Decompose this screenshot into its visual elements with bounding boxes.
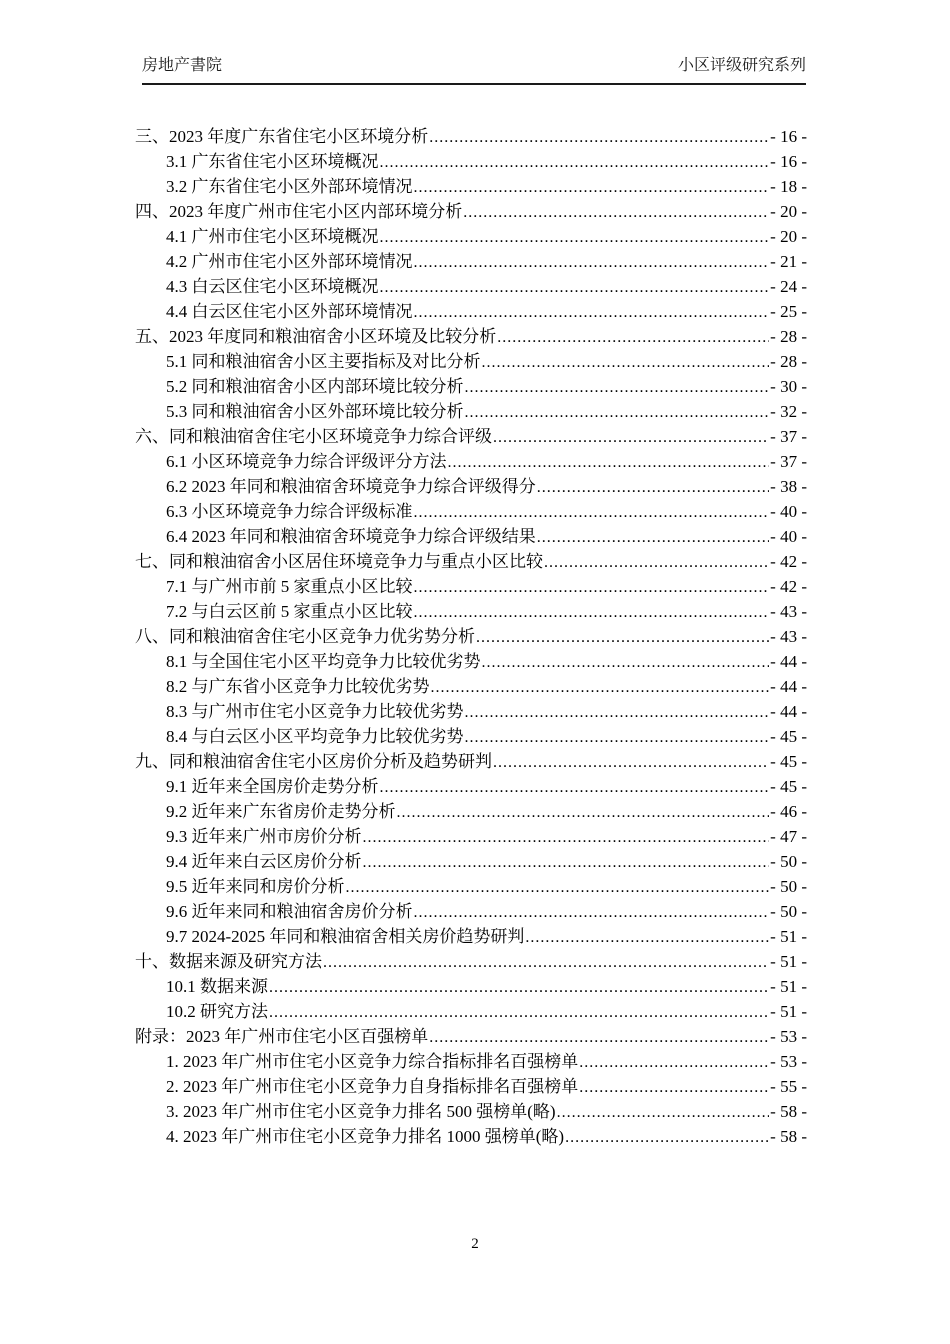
toc-entry[interactable] xyxy=(135,924,807,949)
toc-entry-title: 9.2 近年来广东省房价走势分析 xyxy=(166,802,396,821)
toc-entry[interactable] xyxy=(135,499,807,524)
toc-leader-dots xyxy=(429,124,769,150)
toc-leader-dots xyxy=(380,274,770,300)
toc-entry-title: 8.2 与广东省小区竞争力比较优劣势 xyxy=(166,677,430,696)
toc-entry-page: - 18 - xyxy=(770,177,807,196)
toc-entry-title: 9.3 近年来广州市房价分析 xyxy=(166,827,362,846)
toc-entry[interactable] xyxy=(135,399,807,424)
toc-entry[interactable] xyxy=(135,549,807,574)
toc-entry[interactable] xyxy=(135,449,807,474)
toc-entry-title: 9.7 2024-2025 年同和粮油宿舍相关房价趋势研判 xyxy=(166,927,525,946)
toc-entry[interactable] xyxy=(135,474,807,499)
toc-entry[interactable] xyxy=(135,299,807,324)
toc-leader-dots xyxy=(363,824,770,850)
toc-entry-title: 五、2023 年度同和粮油宿舍小区环境及比较分析 xyxy=(135,327,497,346)
toc-entry[interactable] xyxy=(135,749,807,774)
toc-entry-title: 附录：2023 年广州市住宅小区百强榜单 xyxy=(135,1027,429,1046)
toc-entry-page: - 20 - xyxy=(770,202,807,221)
toc-entry[interactable] xyxy=(135,624,807,649)
toc-entry[interactable] xyxy=(135,224,807,249)
toc-entry-title: 5.3 同和粮油宿舍小区外部环境比较分析 xyxy=(166,402,464,421)
toc-entry-page: - 40 - xyxy=(770,502,807,521)
toc-leader-dots xyxy=(537,474,769,500)
toc-entry-page: - 16 - xyxy=(770,127,807,146)
toc-leader-dots xyxy=(463,199,769,225)
toc-leader-dots xyxy=(557,1099,770,1125)
toc-entry-title: 9.4 近年来白云区房价分析 xyxy=(166,852,362,871)
toc-entry-title: 9.6 近年来同和粮油宿舍房价分析 xyxy=(166,902,413,921)
toc-entry[interactable] xyxy=(135,774,807,799)
toc-entry-title: 3.1 广东省住宅小区环境概况 xyxy=(166,152,379,171)
toc-entry[interactable] xyxy=(135,974,807,999)
toc-entry[interactable] xyxy=(135,174,807,199)
toc-leader-dots xyxy=(544,549,769,575)
toc-entry[interactable] xyxy=(135,599,807,624)
toc-leader-dots xyxy=(397,799,770,825)
toc-entry-title: 5.1 同和粮油宿舍小区主要指标及对比分析 xyxy=(166,352,481,371)
toc-entry-title: 8.1 与全国住宅小区平均竞争力比较优劣势 xyxy=(166,652,481,671)
toc-leader-dots xyxy=(565,1124,769,1150)
toc-entry[interactable] xyxy=(135,824,807,849)
toc-entry[interactable] xyxy=(135,374,807,399)
toc-entry[interactable] xyxy=(135,1024,807,1049)
toc-entry-title: 4.3 白云区住宅小区环境概况 xyxy=(166,277,379,296)
toc-entry-page: - 50 - xyxy=(770,902,807,921)
toc-leader-dots xyxy=(525,924,769,950)
toc-entry-page: - 46 - xyxy=(770,802,807,821)
toc-leader-dots xyxy=(269,999,769,1025)
toc-leader-dots xyxy=(482,649,770,675)
toc-leader-dots xyxy=(414,574,770,600)
toc-entry-title: 8.4 与白云区小区平均竞争力比较优劣势 xyxy=(166,727,464,746)
page-header xyxy=(142,56,806,85)
toc-entry[interactable] xyxy=(135,324,807,349)
toc-leader-dots xyxy=(414,599,770,625)
toc-entry-page: - 37 - xyxy=(770,452,807,471)
toc-leader-dots xyxy=(429,1024,769,1050)
toc-leader-dots xyxy=(414,899,770,925)
toc-entry-title: 十、数据来源及研究方法 xyxy=(135,952,322,971)
toc-entry-page: - 50 - xyxy=(770,852,807,871)
toc-entry-page: - 32 - xyxy=(770,402,807,421)
toc-entry-page: - 44 - xyxy=(770,702,807,721)
toc-leader-dots xyxy=(323,949,769,975)
toc-entry-title: 6.4 2023 年同和粮油宿舍环境竞争力综合评级结果 xyxy=(166,527,536,546)
toc-entry-page: - 43 - xyxy=(770,627,807,646)
toc-entry-page: - 28 - xyxy=(770,352,807,371)
header-right-text: 小区评级研究系列 xyxy=(677,57,806,74)
toc-entry-page: - 55 - xyxy=(770,1077,807,1096)
toc-entry-page: - 21 - xyxy=(770,252,807,271)
toc-entry[interactable] xyxy=(135,574,807,599)
toc-entry-page: - 44 - xyxy=(770,677,807,696)
page-footer xyxy=(0,1234,950,1254)
toc-entry-page: - 28 - xyxy=(770,327,807,346)
toc-leader-dots xyxy=(465,724,770,750)
toc-entry-title: 4.1 广州市住宅小区环境概况 xyxy=(166,227,379,246)
toc-entry-title: 10.2 研究方法 xyxy=(166,1002,268,1021)
toc-entry-page: - 37 - xyxy=(770,427,807,446)
toc-entry-title: 10.1 数据来源 xyxy=(166,977,268,996)
toc-entry[interactable] xyxy=(135,1099,807,1124)
toc-entry-title: 4.2 广州市住宅小区外部环境情况 xyxy=(166,252,413,271)
toc-entry-title: 8.3 与广州市住宅小区竞争力比较优劣势 xyxy=(166,702,464,721)
toc-entry-title: 4. 2023 年广州市住宅小区竞争力排名 1000 强榜单(略) xyxy=(166,1127,565,1146)
toc-entry[interactable] xyxy=(135,949,807,974)
toc-entry-page: - 38 - xyxy=(770,477,807,496)
toc-entry[interactable] xyxy=(135,274,807,299)
table-of-contents xyxy=(135,124,807,1149)
toc-leader-dots xyxy=(414,299,770,325)
toc-leader-dots xyxy=(269,974,769,1000)
toc-entry-page: - 51 - xyxy=(770,1002,807,1021)
toc-entry[interactable] xyxy=(135,249,807,274)
toc-entry-page: - 58 - xyxy=(770,1102,807,1121)
toc-entry[interactable] xyxy=(135,699,807,724)
toc-entry[interactable] xyxy=(135,799,807,824)
toc-entry-title: 3.2 广东省住宅小区外部环境情况 xyxy=(166,177,413,196)
toc-entry-title: 5.2 同和粮油宿舍小区内部环境比较分析 xyxy=(166,377,464,396)
toc-entry-page: - 40 - xyxy=(770,527,807,546)
toc-entry-title: 四、2023 年度广州市住宅小区内部环境分析 xyxy=(135,202,463,221)
toc-entry-page: - 42 - xyxy=(770,577,807,596)
toc-entry-page: - 50 - xyxy=(770,877,807,896)
toc-entry-page: - 25 - xyxy=(770,302,807,321)
toc-entry[interactable] xyxy=(135,899,807,924)
toc-entry-page: - 24 - xyxy=(770,277,807,296)
toc-entry-page: - 43 - xyxy=(770,602,807,621)
toc-entry-page: - 42 - xyxy=(770,552,807,571)
toc-leader-dots xyxy=(380,224,770,250)
toc-entry-page: - 58 - xyxy=(770,1127,807,1146)
toc-leader-dots xyxy=(465,399,770,425)
toc-leader-dots xyxy=(380,774,770,800)
toc-entry[interactable] xyxy=(135,674,807,699)
toc-leader-dots xyxy=(493,749,769,775)
toc-entry-page: - 51 - xyxy=(770,927,807,946)
toc-entry[interactable] xyxy=(135,124,807,149)
toc-leader-dots xyxy=(414,499,770,525)
toc-entry[interactable] xyxy=(135,999,807,1024)
toc-entry[interactable] xyxy=(135,1124,807,1149)
toc-entry-page: - 47 - xyxy=(770,827,807,846)
toc-entry-title: 6.3 小区环境竞争力综合评级标准 xyxy=(166,502,413,521)
toc-leader-dots xyxy=(579,1049,769,1075)
toc-leader-dots xyxy=(493,424,769,450)
toc-leader-dots xyxy=(465,699,770,725)
toc-entry-title: 6.1 小区环境竞争力综合评级评分方法 xyxy=(166,452,447,471)
toc-entry-title: 7.1 与广州市前 5 家重点小区比较 xyxy=(166,577,413,596)
toc-leader-dots xyxy=(579,1074,769,1100)
toc-entry-title: 八、同和粮油宿舍住宅小区竞争力优劣势分析 xyxy=(135,627,475,646)
toc-entry[interactable] xyxy=(135,349,807,374)
toc-entry[interactable] xyxy=(135,874,807,899)
toc-entry-title: 9.1 近年来全国房价走势分析 xyxy=(166,777,379,796)
toc-entry[interactable] xyxy=(135,724,807,749)
toc-entry-title: 3. 2023 年广州市住宅小区竞争力排名 500 强榜单(略) xyxy=(166,1102,556,1121)
toc-entry-title: 6.2 2023 年同和粮油宿舍环境竞争力综合评级得分 xyxy=(166,477,536,496)
toc-entry[interactable] xyxy=(135,1074,807,1099)
toc-leader-dots xyxy=(537,524,769,550)
toc-entry[interactable] xyxy=(135,1049,807,1074)
toc-entry-title: 9.5 近年来同和房价分析 xyxy=(166,877,345,896)
toc-leader-dots xyxy=(346,874,770,900)
toc-entry[interactable] xyxy=(135,849,807,874)
toc-entry-page: - 53 - xyxy=(770,1027,807,1046)
toc-leader-dots xyxy=(414,249,770,275)
toc-leader-dots xyxy=(414,174,770,200)
toc-leader-dots xyxy=(476,624,769,650)
toc-entry-page: - 20 - xyxy=(770,227,807,246)
toc-leader-dots xyxy=(482,349,770,375)
toc-entry[interactable] xyxy=(135,649,807,674)
toc-entry-page: - 44 - xyxy=(770,652,807,671)
toc-entry[interactable] xyxy=(135,149,807,174)
toc-entry-page: - 45 - xyxy=(770,727,807,746)
toc-entry-page: - 45 - xyxy=(770,752,807,771)
toc-leader-dots xyxy=(380,149,770,175)
toc-entry-title: 六、同和粮油宿舍住宅小区环境竞争力综合评级 xyxy=(135,427,492,446)
toc-entry-title: 4.4 白云区住宅小区外部环境情况 xyxy=(166,302,413,321)
toc-entry-title: 2. 2023 年广州市住宅小区竞争力自身指标排名百强榜单 xyxy=(166,1077,579,1096)
toc-entry-page: - 51 - xyxy=(770,977,807,996)
toc-entry-title: 七、同和粮油宿舍小区居住环境竞争力与重点小区比较 xyxy=(135,552,543,571)
toc-entry-page: - 45 - xyxy=(770,777,807,796)
toc-entry[interactable] xyxy=(135,199,807,224)
toc-entry-title: 三、2023 年度广东省住宅小区环境分析 xyxy=(135,127,429,146)
toc-entry[interactable] xyxy=(135,424,807,449)
toc-entry-page: - 30 - xyxy=(770,377,807,396)
header-left-text: 房地产書院 xyxy=(142,57,223,74)
toc-entry-page: - 16 - xyxy=(770,152,807,171)
toc-leader-dots xyxy=(497,324,769,350)
toc-leader-dots xyxy=(448,449,770,475)
toc-entry-page: - 51 - xyxy=(770,952,807,971)
toc-entry[interactable] xyxy=(135,524,807,549)
toc-leader-dots xyxy=(465,374,770,400)
toc-leader-dots xyxy=(363,849,770,875)
toc-entry-title: 九、同和粮油宿舍住宅小区房价分析及趋势研判 xyxy=(135,752,492,771)
toc-entry-title: 7.2 与白云区前 5 家重点小区比较 xyxy=(166,602,413,621)
toc-entry-page: - 53 - xyxy=(770,1052,807,1071)
toc-leader-dots xyxy=(431,674,770,700)
toc-entry-title: 1. 2023 年广州市住宅小区竞争力综合指标排名百强榜单 xyxy=(166,1052,579,1071)
page-number: 2 xyxy=(471,1236,479,1252)
